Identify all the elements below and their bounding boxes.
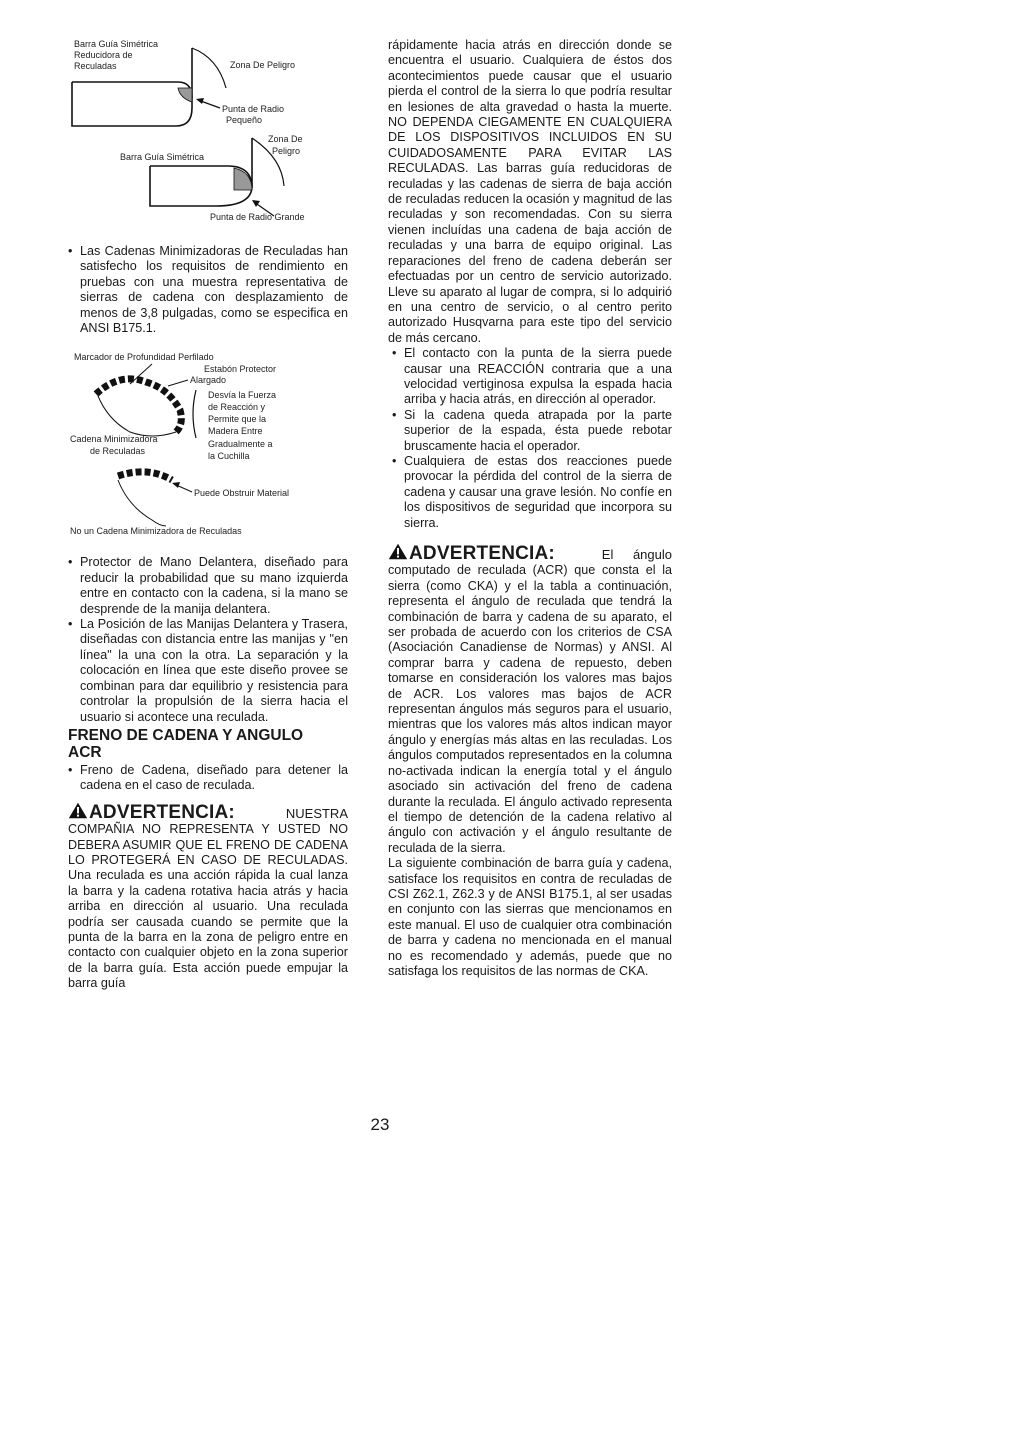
- label-non-reduced: No un Cadena Minimizadora de Reculadas: [70, 526, 242, 536]
- warning-lead: NUESTRA: [285, 805, 348, 821]
- label-large-tip: Punta de Radio Grande: [210, 212, 305, 222]
- standard-chain-shape: [118, 472, 172, 480]
- small-tip-arrowhead: [196, 98, 204, 104]
- label-obstruct: Puede Obstruir Material: [194, 488, 290, 499]
- list-item: • Cualquiera de estas dos reacciones puede provocar la pérdida del control de la sierra de cadena y causar una grave lesión. No confíe en los dispositivos de seguridad que incorpora su sierra.: [392, 454, 672, 531]
- label-guard-link-2: Alargado: [190, 375, 227, 386]
- section-heading-line-2: ACR: [68, 743, 102, 761]
- chain-figure: [68, 350, 348, 535]
- label-deflects-1: Desvía la Fuerza: [208, 390, 277, 401]
- right-column: [388, 38, 672, 979]
- label-symmetric-bar: Barra Guía Simétrica: [120, 152, 205, 162]
- label-reduced-chain-1: Cadena Minimizadora: [70, 434, 158, 445]
- label-deflects-2: de Reacción y: [208, 402, 266, 413]
- warning-block-left: [68, 802, 348, 992]
- warning-title: ADVERTENCIA:: [409, 543, 555, 564]
- label-guard-link-1: Estabón Protector: [204, 364, 277, 375]
- kickback-chain-list: [68, 244, 348, 336]
- label-depth-gauge: Marcador de Profundidad Perfilado: [74, 352, 214, 363]
- kickback-reactions-list: [388, 346, 672, 531]
- kickback-paragraph: rápidamente hacia atrás en dirección donde se encuentra el usuario. Cualquiera de éstos dos acontecimientos puede causar que el usuario pierda el control de la sierra lo que podría resultar en lesiones de alta gravedad o hasta la muerte. NO DEPENDA CIEGAMENTE EN CUALQUIERA DE LOS DISPOSITIVOS INCLUIDOS EN SU CUIDADOSAMENTE PARA EVITAR LAS RECULADAS. Las barras guía reducidoras de reculadas y las cadenas de sierra de baja acción de reculadas reducen la ocasión y magnitud de las reculadas y son recomendadas. Con su sierra vienen incluídas una cadena de baja acción de reculadas y una barra de equipo original. Las reparaciones del freno de cadena deberán ser efectuadas por un centro de servicio autorizado. Lleve su aparato al lugar de compra, si lo adquirió en una centro de servicio, o al centro perito autorizado Husqvarna para este tipo del servicio de más cercano.: [388, 38, 672, 345]
- label-danger-zone-2a: Zona De: [268, 134, 303, 144]
- label-symmetric-reducing-1: Barra Guía Simétrica: [74, 39, 159, 49]
- left-column: [68, 38, 348, 992]
- label-deflects-3: Permite que la: [208, 414, 267, 425]
- list-item: • Si la cadena queda atrapada por la parte superior de la espada, ésta puede rebotar bruscamente hacia el operador.: [392, 408, 672, 454]
- page-number: 23: [370, 1115, 390, 1134]
- hand-guard-list: [68, 555, 348, 724]
- list-item: • La Posición de las Manijas Delantera y Trasera, diseñadas con distancia entre las manijas y "en línea" la una con la otra. La separación y la colocación en línea que este diseño provee se combinan para dar equilibrio y resistencia para controlar la propulsión de la sierra hacia el usuario si acontece una reculada.: [68, 617, 348, 725]
- list-item: • Freno de Cadena, diseñado para detener la cadena en el caso de reculada.: [68, 763, 348, 794]
- label-danger-zone-2b: Peligro: [272, 146, 301, 156]
- label-symmetric-reducing-2: Reducidora de: [74, 50, 133, 60]
- warning-triangle-icon: [68, 802, 88, 819]
- section-heading: [68, 727, 348, 761]
- list-item: • Protector de Mano Delantera, diseñado para reducir la probabilidad que su mano izquierda entre en contacto con la cadena, si la mano se desprende de la manija delantera.: [68, 555, 348, 617]
- large-tip-danger-shade: [234, 168, 252, 190]
- section-heading-line-1: FRENO DE CADENA Y ANGULO: [68, 726, 304, 744]
- combination-paragraph: La siguiente combinación de barra guía y cadena, satisface los requisitos en contra de reculadas de CSI Z62.1, Z62.3 y de ANSI B175.1, al ser usadas en conjunto con las sierras que mencionamos en este manual. El uso de cualquier otra combinación de barra y cadena no mencionada en el manual no es recomendado y además, puede que no satisfaga los requisitos de las normas de CKA.: [388, 856, 672, 978]
- standard-chain-bar: [118, 480, 166, 526]
- label-small-tip-1: Punta de Radio: [222, 104, 285, 114]
- small-tip-danger-shade: [178, 88, 192, 102]
- label-small-tip-2: Pequeño: [226, 115, 263, 125]
- danger-zone-arc-1: [192, 48, 226, 88]
- obstruct-arrowhead: [172, 482, 180, 488]
- guide-bar-figure: [68, 38, 348, 224]
- label-symmetric-reducing-3: Reculadas: [74, 61, 117, 71]
- small-tip-bar-edge: [72, 82, 192, 98]
- list-item: • Las Cadenas Minimizadoras de Reculadas han satisfecho los requisitos de rendimiento en pruebas con una muestra representativa de sierras de cadena con desplazamiento de menos de 3,8 pulgadas, como se especifica en ANSI B175.1.: [68, 244, 348, 336]
- reduced-chain-bar: [98, 396, 176, 436]
- label-reduced-chain-2: de Reculadas: [90, 446, 146, 457]
- list-item: • El contacto con la punta de la sierra puede causar una REACCIÓN contraria que a una velocidad vertiginosa expulsa la espada hacia arriba y hacia atrás, en dirección al operador.: [392, 346, 672, 408]
- label-deflects-5: Gradualmente a: [208, 439, 273, 450]
- label-deflects-4: Madera Entre: [208, 426, 263, 437]
- guard-link-arrow: [168, 380, 188, 386]
- chain-brake-list: [68, 763, 348, 794]
- label-danger-zone-1: Zona De Peligro: [230, 60, 296, 70]
- deflect-bracket: [193, 390, 196, 438]
- label-deflects-6: la Cuchilla: [208, 451, 250, 462]
- warning-block-right: [388, 543, 672, 856]
- warning-body: COMPAÑIA NO REPRESENTA Y USTED NO DEBERA ASUMIR QUE EL FRENO DE CADENA LO PROTEGERÁ EN CASO DE RECULADAS. Una reculada es una acción rápida la cual lanza la barra y la cadena rotativa hacia atrás y hacia arriba en dirección al usuario. Una reculada podría ser causada cuando se permite que la punta de la barra en la zona de peligro entre en contacto con cualquier objeto en la zona superior de la barra guía. Esta acción puede empujar la barra guía: [68, 822, 348, 991]
- warning-body: computado de reculada (ACR) que consta el la sierra (como CKA) y el la tabla a continuación, representa el ángulo de reculada que tendrá la combinación de barra y cadena de su aparato, el ser probada de acuerdo con los criterios de CSA (Asociación Canadiense de Normas) y ANSI. Al comprar barra y cadena de repuesto, deben tomarse en consideración los valores mas bajos de ACR. Los valores mas bajos de ACR representan ángulos más seguros para el usuario, mientras que los valores más altos indican mayor ángulo y energías más altas en las reculadas. Los ángulos computados representados en la columna no-activada indican la energía total y el ángulo asociado sin activación del freno de cadena durante la reculada. El ángulo activado representa el tiempo de detención de la cadena relativo al ángulo con activación y el ángulo resultante de reculada de la sierra.: [388, 563, 672, 855]
- warning-lead: El ángulo: [601, 547, 672, 562]
- reduced-chain-shape: [96, 379, 181, 432]
- warning-triangle-icon: [388, 543, 408, 560]
- warning-title: ADVERTENCIA:: [89, 801, 235, 823]
